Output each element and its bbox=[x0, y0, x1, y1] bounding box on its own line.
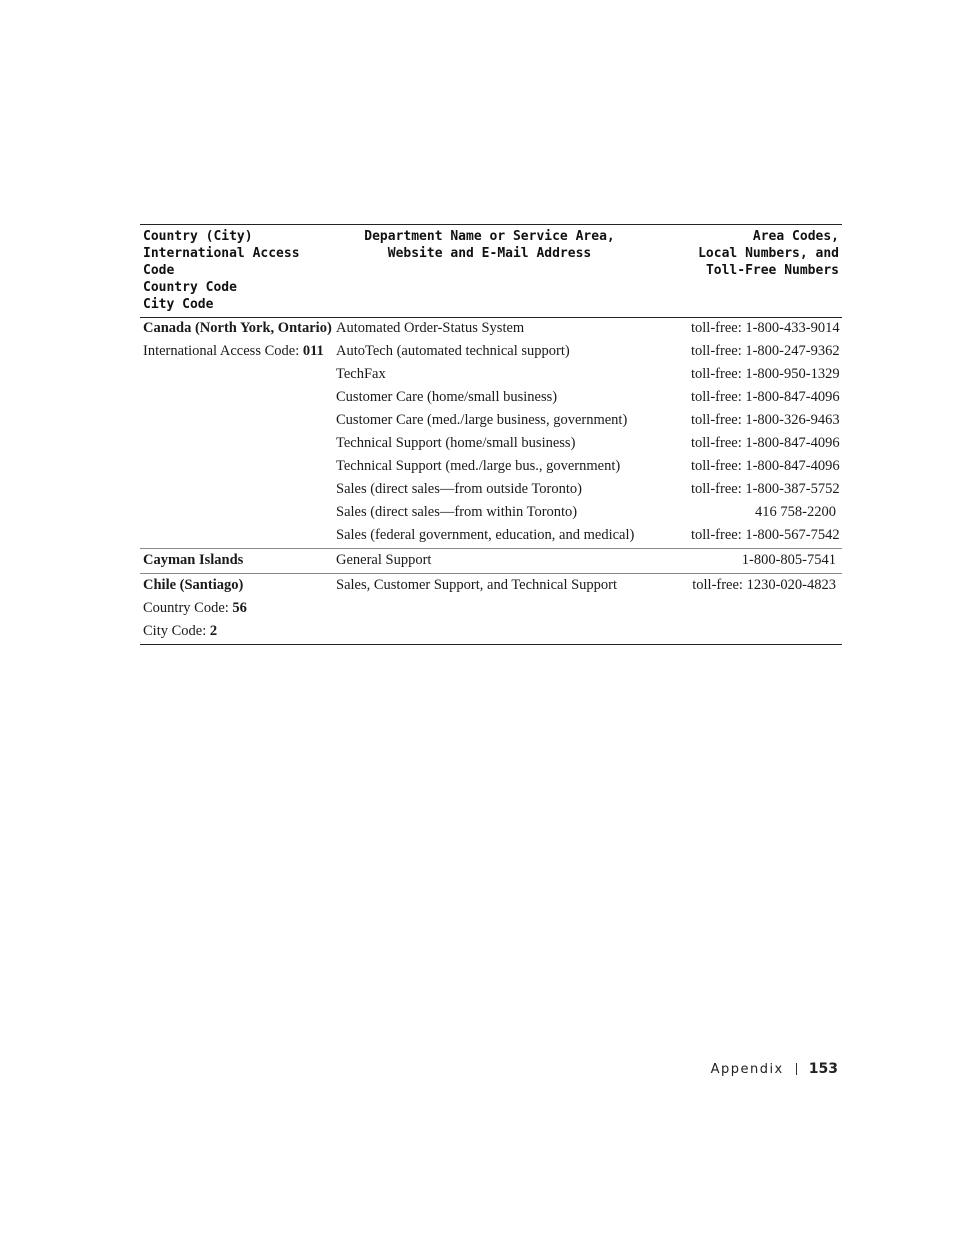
table-row bbox=[140, 318, 842, 342]
service-name: Technical Support (home/small business) bbox=[336, 435, 576, 451]
city-code: City Code: 2 bbox=[143, 623, 218, 639]
service-name: Sales, Customer Support, and Technical Support bbox=[336, 574, 688, 599]
service-name: Sales (direct sales—from outside Toronto) bbox=[336, 481, 582, 497]
table-row bbox=[140, 364, 842, 387]
country-cayman: Cayman Islands bbox=[140, 549, 336, 574]
table-row bbox=[140, 525, 842, 549]
service-name: Sales (direct sales—from within Toronto) bbox=[336, 504, 578, 520]
phone-number: toll-free: 1-800-847-4096 bbox=[691, 458, 840, 474]
phone-number: toll-free: 1-800-433-9014 bbox=[691, 320, 840, 336]
phone-number: 1-800-805-7541 bbox=[688, 549, 842, 574]
header-department: Department Name or Service Area, Website and E-Mail Address bbox=[336, 225, 688, 318]
phone-number: toll-free: 1-800-567-7542 bbox=[691, 527, 840, 543]
service-name: Customer Care (home/small business) bbox=[336, 389, 558, 405]
phone-number: toll-free: 1-800-847-4096 bbox=[691, 435, 840, 451]
table-row bbox=[140, 410, 842, 433]
table-row bbox=[140, 598, 842, 621]
country-chile: Chile (Santiago) bbox=[140, 574, 336, 599]
service-name: AutoTech (automated technical support) bbox=[336, 343, 570, 359]
table-row bbox=[140, 433, 842, 456]
service-name: General Support bbox=[336, 549, 688, 574]
service-name: Sales (federal government, education, and medical) bbox=[336, 527, 635, 543]
table-row bbox=[140, 479, 842, 502]
table-row bbox=[140, 341, 842, 364]
service-name: Automated Order-Status System bbox=[336, 320, 525, 336]
service-name: Technical Support (med./large bus., government) bbox=[336, 458, 621, 474]
table-row bbox=[140, 574, 842, 599]
contact-table bbox=[140, 224, 842, 645]
phone-number: toll-free: 1-800-847-4096 bbox=[691, 389, 840, 405]
phone-number: toll-free: 1-800-326-9463 bbox=[691, 412, 840, 428]
phone-number: toll-free: 1-800-387-5752 bbox=[691, 481, 840, 497]
table-row bbox=[140, 387, 842, 410]
country-code: Country Code: 56 bbox=[143, 600, 247, 616]
page-footer bbox=[711, 1061, 838, 1077]
header-row bbox=[140, 225, 842, 318]
phone-number: toll-free: 1-800-950-1329 bbox=[691, 366, 840, 382]
header-country: Country (City) International Access Code Country Code City Code bbox=[140, 225, 336, 318]
table-row bbox=[140, 456, 842, 479]
service-name: TechFax bbox=[336, 366, 386, 382]
access-code: International Access Code: 011 bbox=[143, 343, 324, 359]
table-row bbox=[140, 621, 842, 645]
page-number: 153 bbox=[808, 1061, 838, 1077]
section-name: Appendix bbox=[710, 1061, 784, 1077]
table-row bbox=[140, 549, 842, 574]
header-numbers: Area Codes, Local Numbers, and Toll-Free Numbers bbox=[688, 225, 842, 318]
service-name: Customer Care (med./large business, government) bbox=[336, 412, 628, 428]
phone-number: toll-free: 1230-020-4823 bbox=[688, 574, 842, 599]
phone-number: 416 758-2200 bbox=[755, 504, 836, 520]
phone-number: toll-free: 1-800-247-9362 bbox=[691, 343, 840, 359]
country-canada: Canada (North York, Ontario) bbox=[143, 320, 332, 336]
footer-divider bbox=[796, 1063, 797, 1075]
table-row bbox=[140, 502, 842, 525]
